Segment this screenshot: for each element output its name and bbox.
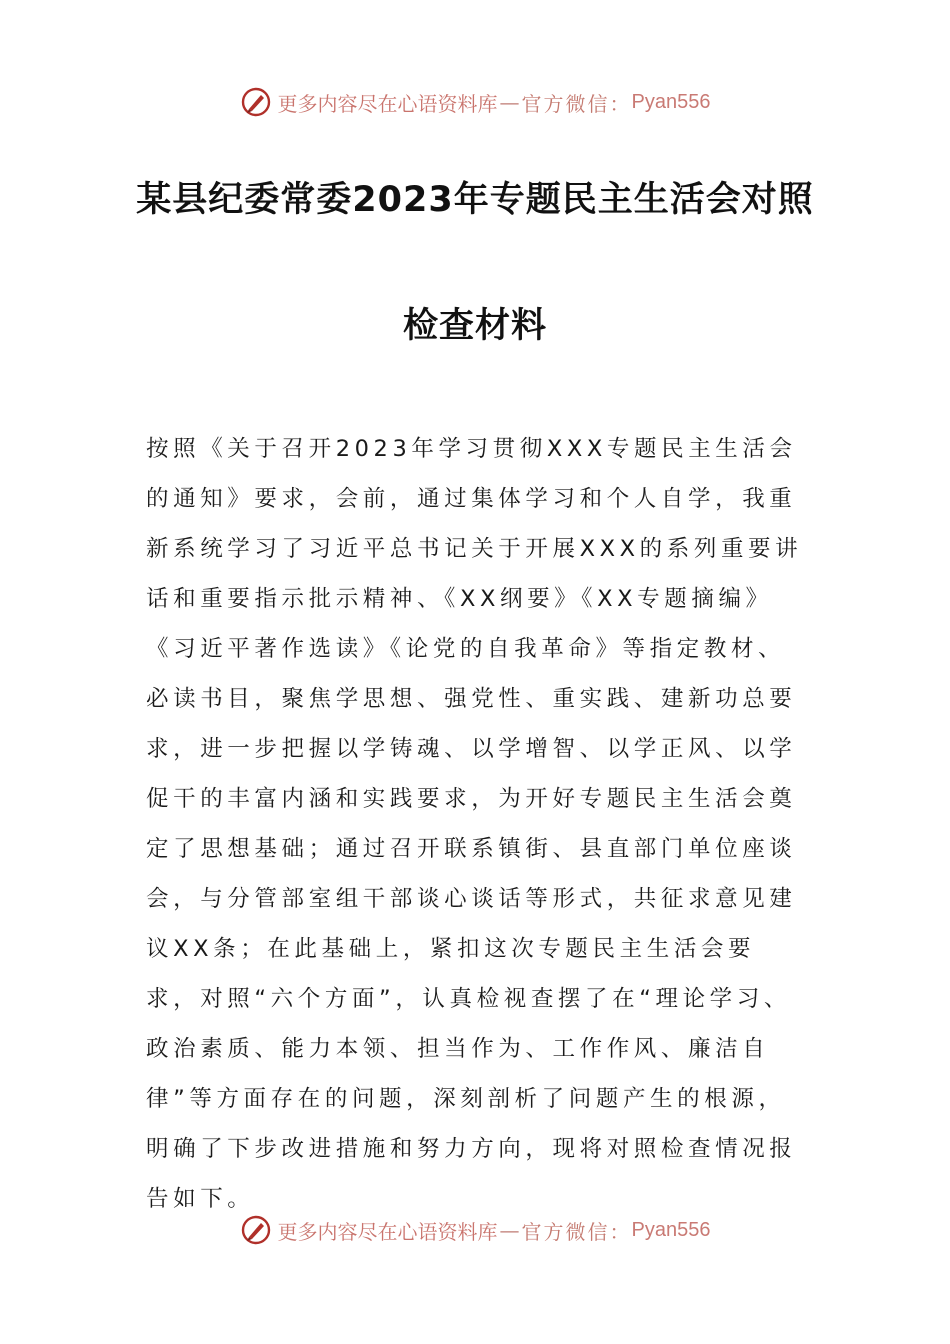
document-title-line-1: 某县纪委常委2023年专题民主生活会对照 bbox=[136, 180, 814, 220]
watermark-id: Pyan556 bbox=[631, 1218, 711, 1241]
footer-watermark bbox=[0, 1210, 950, 1250]
document-title-line-2: 检查材料 bbox=[402, 306, 547, 346]
body-paragraph: 按照《关于召开2023年学习贯彻XXX专题民主生活会的通知》要求，会前，通过集体学习和个人自学，我重新系统学习了习近平总书记关于开展XXX的系列重要讲话和重要指示批示精神、《XX纲要》《XX专题摘编》《习近平著作选读》《论党的自我革命》等指定教材、必读书目，聚焦学思想、强党性、重实践、建新功总要求，进一步把握以学铸魂、以学增智、以学正风、以学促干的丰富内涵和实践要求，为开好专题民主生活会奠定了思想基础；通过召开联系镇街、县直部门单位座谈会，与分管部室组干部谈心谈话等形式，共征求意见建议XX条；在此基础上，紧扣这次专题民主生活会要求，对照“六个方面”，认真检视查摆了在“理论学习、政治素质、能力本领、担当作为、工作作风、廉洁自律”等方面存在的问题，深刻剖析了问题产生的根源，明确了下步改进措施和努力方向，现将对照检查情况报告如下。 bbox=[146, 436, 803, 1212]
pen-logo-icon bbox=[240, 1214, 272, 1246]
watermark-text: 更多内容尽在心语资料库 bbox=[277, 91, 498, 116]
watermark-dash: — bbox=[499, 1218, 520, 1242]
watermark-id: Pyan556 bbox=[631, 90, 711, 113]
watermark-label: 官方微信： bbox=[521, 91, 632, 116]
header-watermark bbox=[0, 82, 950, 122]
watermark-line bbox=[278, 88, 711, 117]
pen-logo-icon bbox=[240, 86, 272, 118]
watermark-label: 官方微信： bbox=[521, 1219, 632, 1244]
watermark-line bbox=[278, 1216, 711, 1245]
watermark-dash: — bbox=[499, 90, 520, 114]
watermark-text: 更多内容尽在心语资料库 bbox=[277, 1219, 498, 1244]
